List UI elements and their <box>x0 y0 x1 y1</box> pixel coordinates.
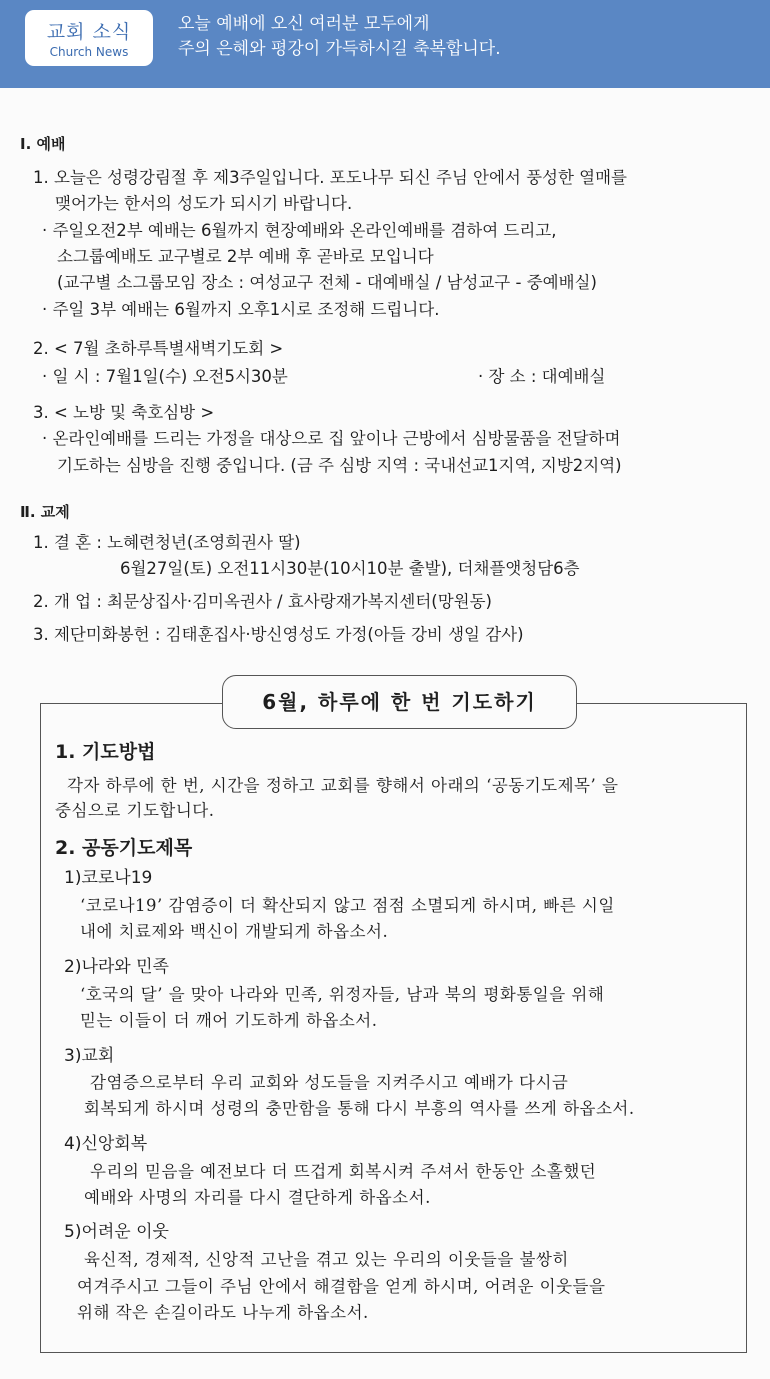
worship-item1-bullet1-line2: 소그룹예배도 교구별로 2부 예배 후 곧바로 모입니다 <box>57 247 434 266</box>
prayer-method-line2: 중심으로 기도합니다. <box>55 801 215 820</box>
worship-item1-bullet2: · 주일 3부 예배는 6월까지 오후1시로 조정해 드립니다. <box>42 300 440 319</box>
greeting-line-1: 오늘 예배에 오신 여러분 모두에게 <box>178 14 430 34</box>
worship-item2-title: 2. < 7월 초하루특별새벽기도회 > <box>33 339 284 358</box>
badge-title-korean: 교회 소식 <box>46 21 132 43</box>
topic-line: 회복되게 하시며 성령의 충만함을 통해 다시 부흥의 역사를 쓰게 하옵소서. <box>84 1099 635 1118</box>
topic-title: 2)나라와 민족 <box>64 957 169 977</box>
worship-item3-title: 3. < 노방 및 축호심방 > <box>33 403 215 422</box>
topic-line: 우리의 믿음을 예전보다 더 뜨겁게 회복시켜 주셔서 한동안 소홀했던 <box>90 1162 597 1181</box>
topic-line: 위해 작은 손길이라도 나누게 하옵소서. <box>77 1303 369 1322</box>
worship-item3-line1: · 온라인예배를 드리는 가정을 대상으로 집 앞이나 근방에서 심방물품을 전달하며 <box>42 429 621 448</box>
prayer-method-line1: 각자 하루에 한 번, 시간을 정하고 교회를 향해서 아래의 ‘공동기도제목’ 을 <box>67 776 619 795</box>
greeting-line-2: 주의 은혜와 평강이 가득하시길 축복합니다. <box>178 39 501 59</box>
church-news-badge <box>25 10 153 66</box>
topic-title: 3)교회 <box>64 1046 115 1066</box>
worship-item1-bullet1-line3: (교구별 소그룹모임 장소 : 여성교구 전체 - 대예배실 / 남성교구 - 중예배실) <box>57 273 597 292</box>
topic-line: 내에 치료제와 백신이 개발되게 하옵소서. <box>80 922 389 941</box>
church-news-banner <box>0 0 770 88</box>
prayer-topics-heading: 2. 공동기도제목 <box>55 837 193 859</box>
topic-line: ‘코로나19’ 감염증이 더 확산되지 않고 점점 소멸되게 하시며, 빠른 시일 <box>80 896 615 915</box>
fellowship-altar-flowers: 3. 제단미화봉헌 : 김태훈집사·방신영성도 가정(아들 강비 생일 감사) <box>33 625 524 644</box>
topic-title: 5)어려운 이웃 <box>64 1222 169 1242</box>
greeting-text <box>178 12 501 62</box>
topic-line: 육신적, 경제적, 신앙적 고난을 겪고 있는 우리의 이웃들을 불쌍히 <box>84 1250 569 1269</box>
prayer-box-title: 6월, 하루에 한 번 기도하기 <box>222 675 577 729</box>
badge-title-english: Church News <box>49 45 129 59</box>
worship-item2-place: · 장 소 : 대예배실 <box>478 367 606 386</box>
topic-line: ‘호국의 달’ 을 맞아 나라와 민족, 위정자들, 남과 북의 평화통일을 위해 <box>80 985 605 1004</box>
topic-title: 1)코로나19 <box>64 868 153 888</box>
topic-line: 여겨주시고 그들이 주님 안에서 해결함을 얻게 하시며, 어려운 이웃들을 <box>77 1277 606 1296</box>
worship-item3-line2: 기도하는 심방을 진행 중입니다. (금 주 심방 지역 : 국내선교1지역, 지방2지역) <box>57 456 622 475</box>
prayer-method-heading: 1. 기도방법 <box>55 741 156 763</box>
worship-item1-bullet1-line1: · 주일오전2부 예배는 6월까지 현장예배와 온라인예배를 겸하여 드리고, <box>42 221 557 240</box>
fellowship-heading: Ⅱ. 교제 <box>20 503 70 521</box>
topic-title: 4)신앙회복 <box>64 1134 148 1154</box>
worship-item1-line1: 1. 오늘은 성령강림절 후 제3주일입니다. 포도나무 되신 주님 안에서 풍성한 열매를 <box>33 168 627 187</box>
fellowship-wedding-line2: 6월27일(토) 오전11시30분(10시10분 출발), 더채플앳청담6층 <box>120 559 580 578</box>
worship-item2-time: · 일 시 : 7월1일(수) 오전5시30분 <box>42 367 288 386</box>
fellowship-opening: 2. 개 업 : 최문상집사·김미옥권사 / 효사랑재가복지센터(망원동) <box>33 592 492 611</box>
topic-line: 예배와 사명의 자리를 다시 결단하게 하옵소서. <box>84 1188 431 1207</box>
topic-line: 감염증으로부터 우리 교회와 성도들을 지켜주시고 예배가 다시금 <box>90 1073 569 1092</box>
worship-heading: Ⅰ. 예배 <box>20 135 66 153</box>
fellowship-wedding-line1: 1. 결 혼 : 노혜련청년(조영희권사 딸) <box>33 533 301 552</box>
worship-item1-line2: 맺어가는 한서의 성도가 되시기 바랍니다. <box>55 194 353 213</box>
topic-line: 믿는 이들이 더 깨어 기도하게 하옵소서. <box>80 1011 378 1030</box>
